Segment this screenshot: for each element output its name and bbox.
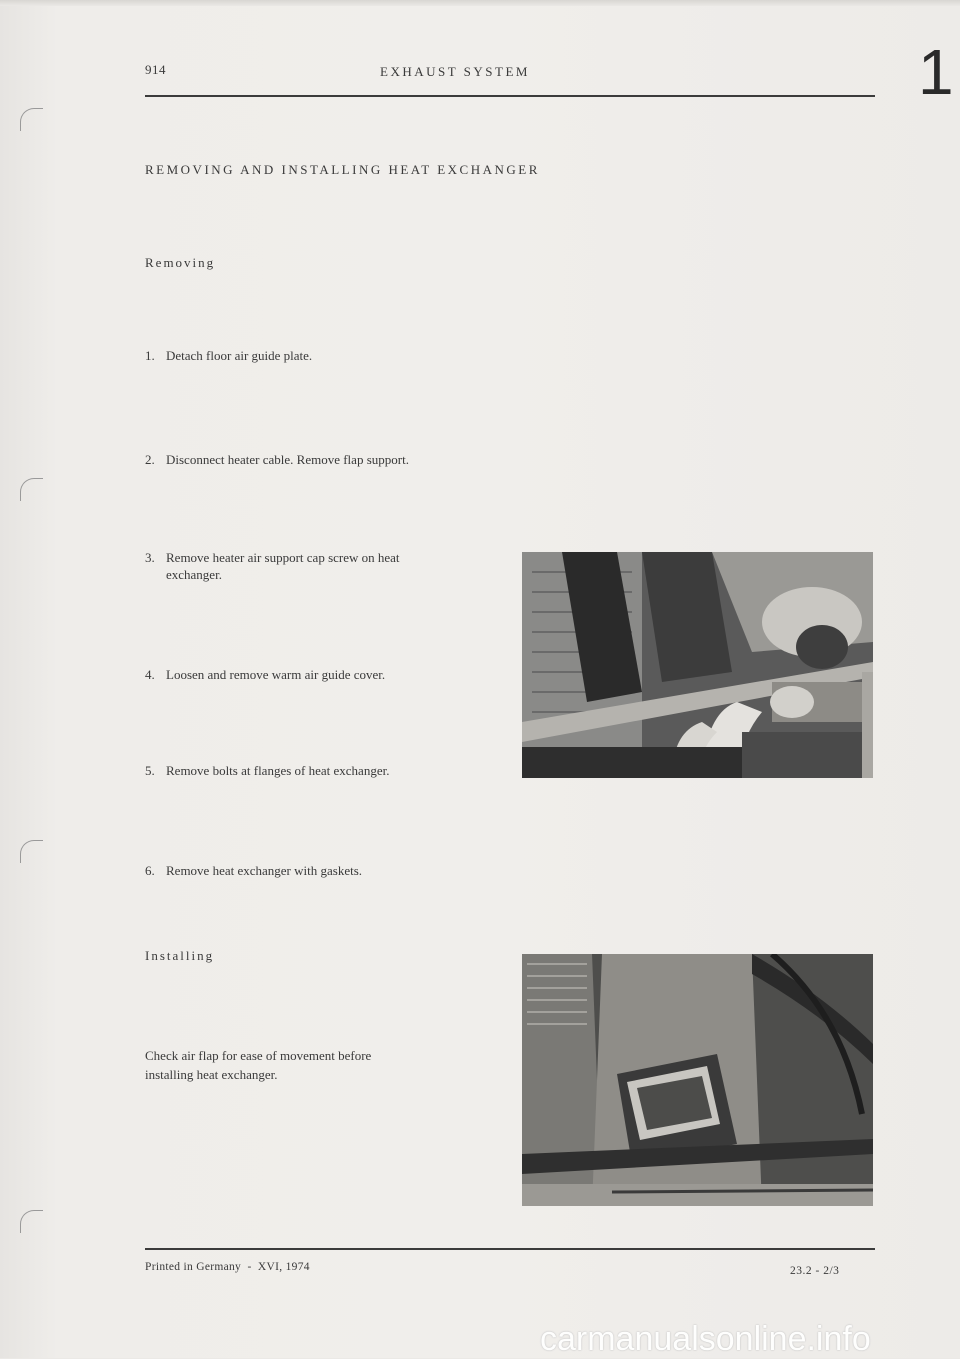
step-text: Detach floor air guide plate. — [166, 348, 313, 363]
binder-hole-mark — [20, 478, 43, 501]
group-number: 1 — [918, 36, 954, 108]
step-item — [145, 666, 490, 683]
step-number: 1. — [145, 348, 155, 363]
header-rule — [145, 95, 875, 97]
model-number: 914 — [145, 62, 166, 77]
photo-heat-exchanger-installed — [522, 954, 873, 1206]
step-text: Loosen and remove warm air guide cover. — [166, 667, 386, 682]
installing-note — [145, 1046, 465, 1084]
step-item — [145, 549, 490, 583]
step-text: Disconnect heater cable. Remove flap support. — [166, 452, 409, 467]
installing-note-line: Check air flap for ease of movement before — [145, 1048, 372, 1063]
page-reference: 23.2 - 2/3 — [790, 1265, 840, 1277]
watermark-text: carmanualsonline.info — [540, 1320, 871, 1358]
step-number: 4. — [145, 667, 155, 682]
page-top-edge — [0, 0, 960, 6]
binder-hole-mark — [20, 840, 43, 863]
step-item — [145, 451, 515, 468]
step-text: Remove heat exchanger with gaskets. — [166, 863, 363, 878]
step-item — [145, 862, 490, 879]
removing-heading: Removing — [145, 255, 216, 270]
section-title: EXHAUST SYSTEM — [380, 64, 530, 79]
binder-hole-mark — [20, 108, 43, 131]
photo-illustration — [522, 954, 873, 1206]
installing-heading: Installing — [145, 948, 215, 963]
print-info: Printed in Germany - XVI, 1974 — [145, 1261, 310, 1273]
procedure-title: REMOVING AND INSTALLING HEAT EXCHANGER — [145, 162, 540, 177]
step-number: 6. — [145, 863, 155, 878]
photo-heat-exchanger-removal — [522, 552, 873, 778]
photo-illustration — [522, 552, 873, 778]
step-number: 2. — [145, 452, 155, 467]
step-number: 3. — [145, 550, 155, 565]
footer-rule — [145, 1248, 875, 1250]
installing-note-line: installing heat exchanger. — [145, 1067, 278, 1082]
binder-hole-mark — [20, 1210, 43, 1233]
step-text-continuation: exchanger. — [166, 567, 222, 582]
step-item — [145, 347, 490, 364]
step-item — [145, 762, 490, 779]
step-number: 5. — [145, 763, 155, 778]
step-text: Remove heater air support cap screw on heat — [166, 550, 400, 565]
step-text: Remove bolts at flanges of heat exchanger. — [166, 763, 390, 778]
